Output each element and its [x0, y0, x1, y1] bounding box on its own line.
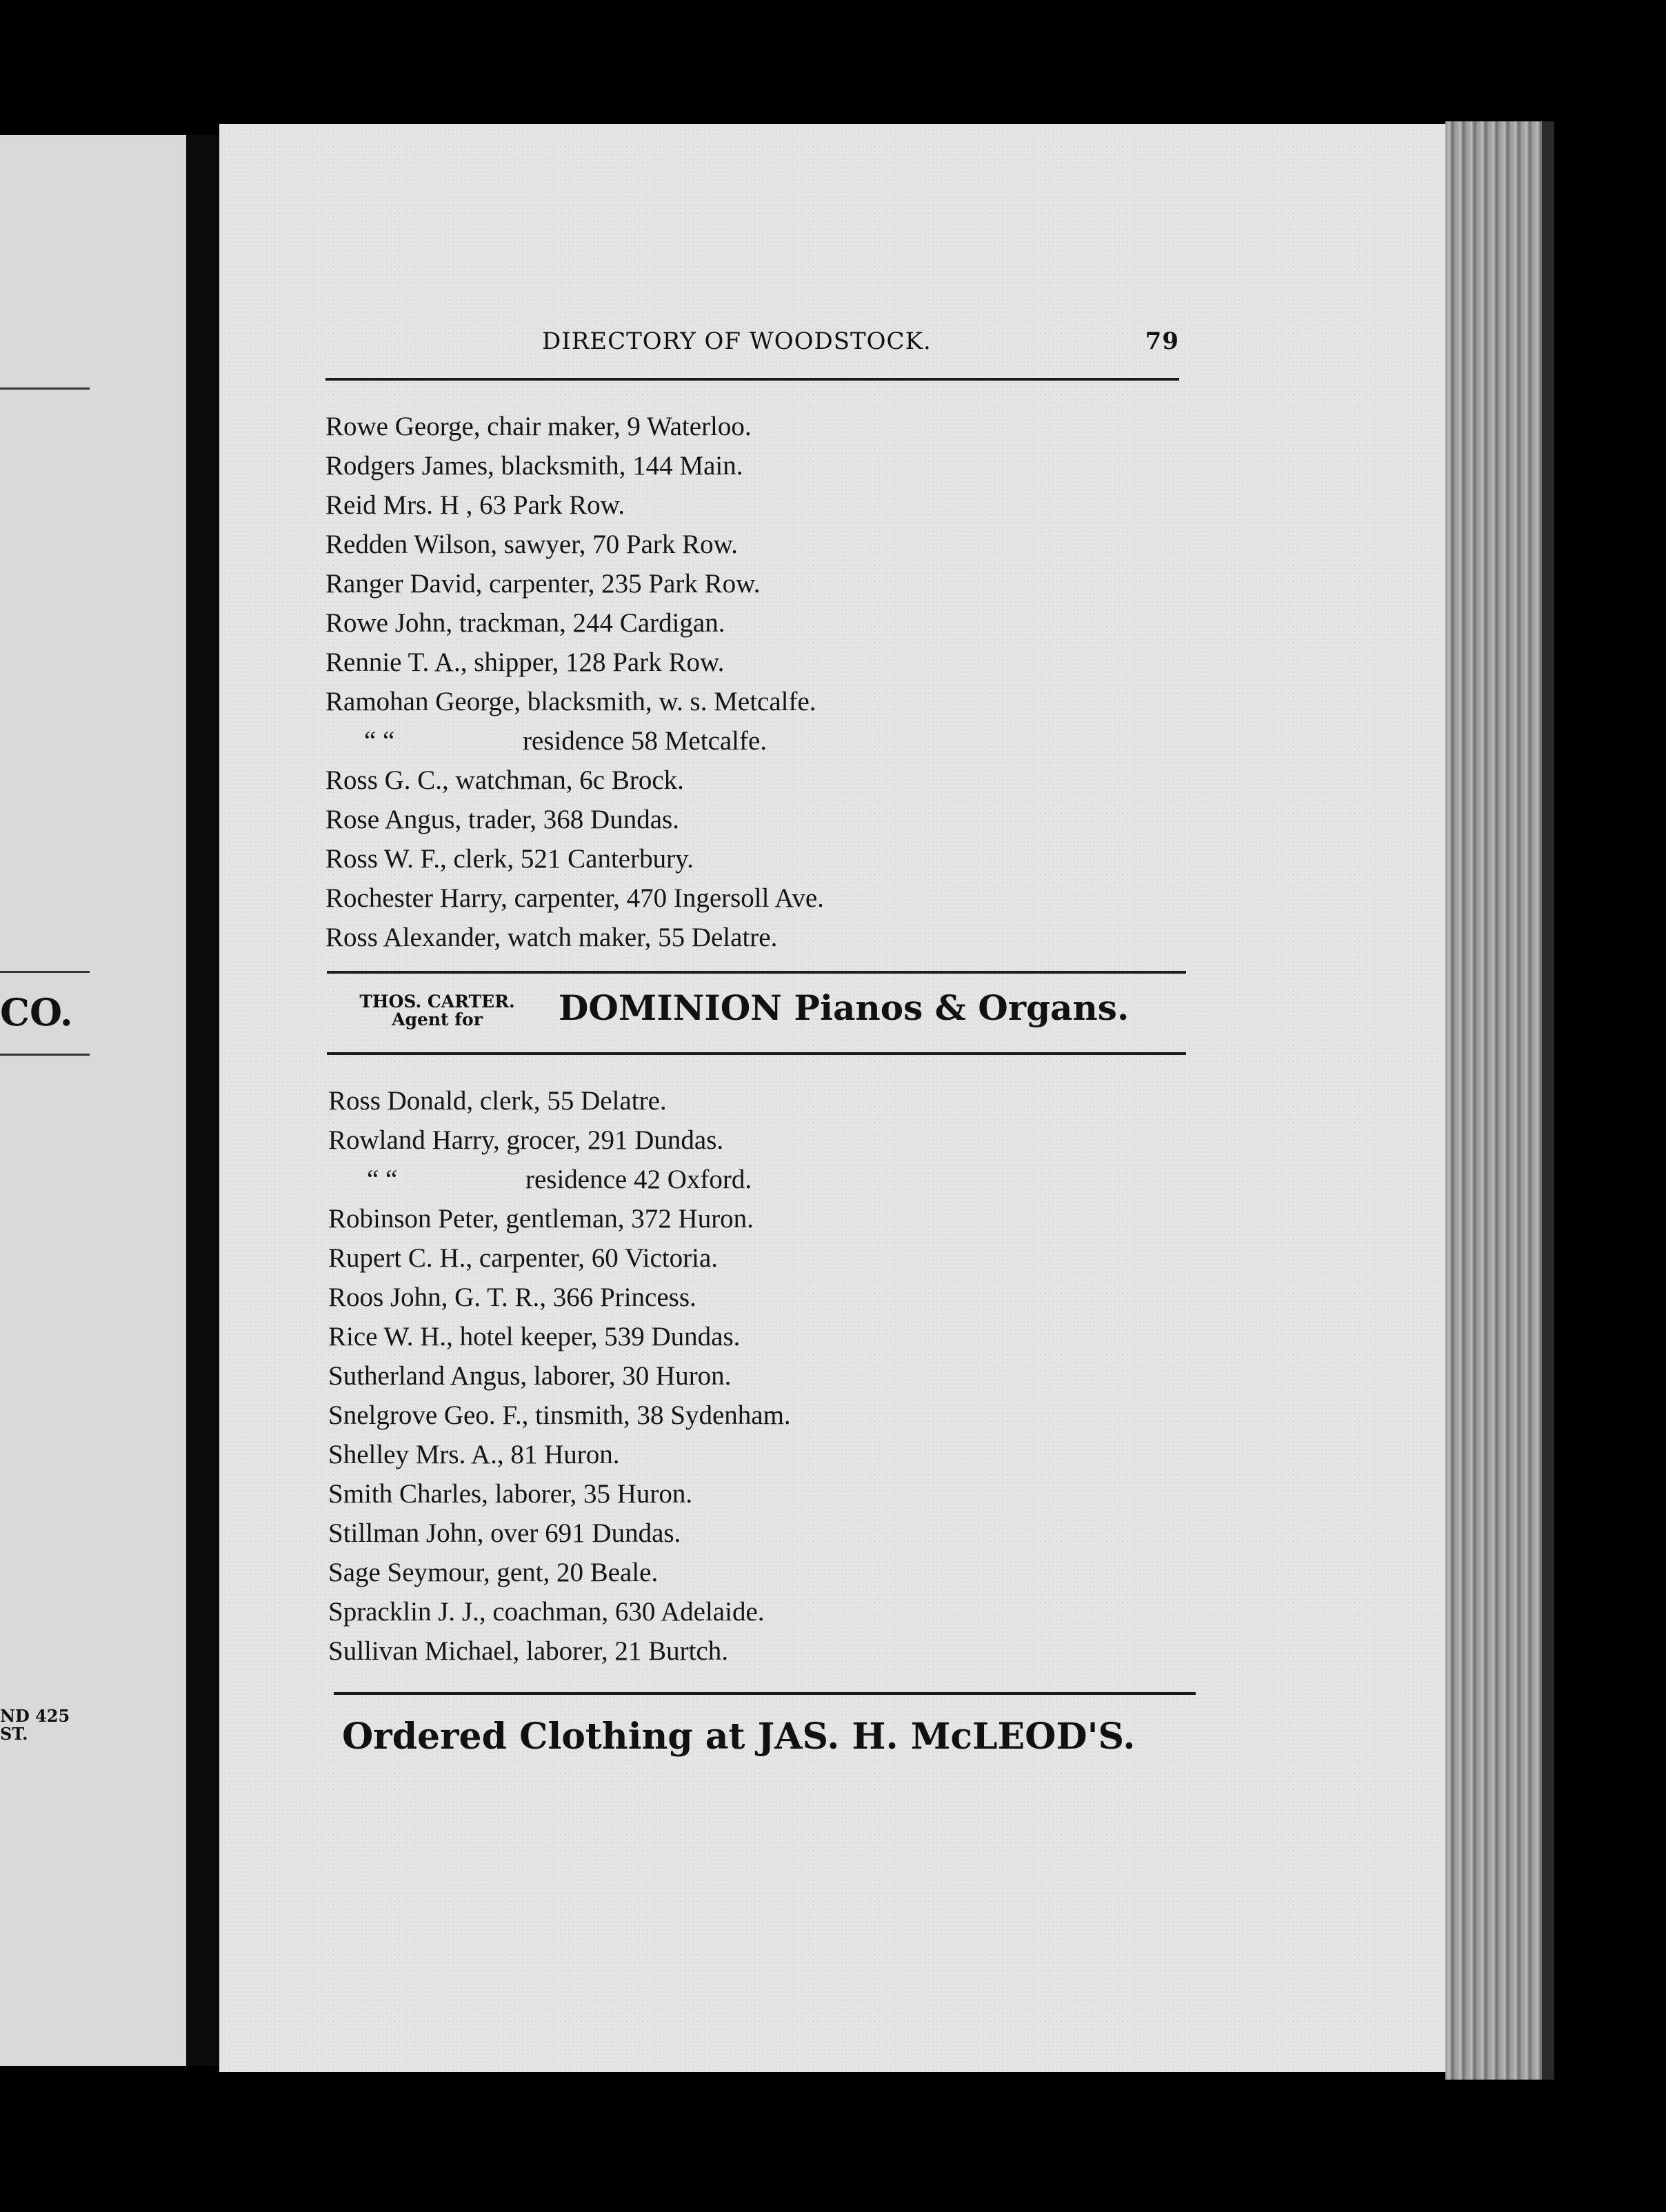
directory-entry: Rennie T. A., shipper, 128 Park Row. [325, 647, 725, 677]
directory-entry: Snelgrove Geo. F., tinsmith, 38 Sydenham. [328, 1400, 791, 1430]
left-fragment-line: ST. [0, 1724, 28, 1744]
directory-entry: Rowe George, chair maker, 9 Waterloo. [325, 412, 752, 441]
directory-entry: Rice W. H., hotel keeper, 539 Dundas. [328, 1322, 741, 1351]
book-gutter [186, 135, 219, 2066]
directory-entry: Robinson Peter, gentleman, 372 Huron. [328, 1204, 754, 1234]
page-edges [1445, 121, 1554, 2080]
left-page-rule [0, 388, 90, 390]
header-rule [325, 378, 1179, 381]
directory-entries-bottom [328, 1081, 791, 1671]
directory-entries-top [325, 407, 824, 957]
ad-top-rule [327, 971, 1186, 974]
directory-entry: Spracklin J. J., coachman, 630 Adelaide. [328, 1597, 765, 1627]
dominion-advertisement [327, 982, 1186, 1045]
directory-entry: Ross G. C., watchman, 6c Brock. [325, 765, 684, 795]
directory-entry: Reid Mrs. H , 63 Park Row. [325, 490, 625, 520]
directory-entry: Ross W. F., clerk, 521 Canterbury. [325, 844, 694, 874]
directory-entry: Rowland Harry, grocer, 291 Dundas. [328, 1125, 724, 1155]
directory-entry: Rochester Harry, carpenter, 470 Ingersoll Ave. [325, 883, 824, 913]
left-fragment-line: ND 425 [0, 1706, 70, 1726]
directory-entry: Rose Angus, trader, 368 Dundas. [325, 805, 679, 834]
footer-rule [334, 1692, 1196, 1695]
ad-bottom-rule [327, 1052, 1186, 1055]
ad-agent-name: THOS. CARTER. [359, 992, 515, 1012]
left-page-rule [0, 1054, 90, 1056]
directory-entry-ditto [328, 1160, 791, 1199]
directory-entry: Stillman John, over 691 Dundas. [328, 1518, 681, 1548]
directory-entry: Redden Wilson, sawyer, 70 Park Row. [325, 530, 739, 559]
left-page-rule [0, 971, 90, 973]
ad-agent-role: Agent for [392, 1009, 483, 1029]
ad-brand: DOMINION Pianos & Organs. [559, 987, 1130, 1028]
directory-entry: Rupert C. H., carpenter, 60 Victoria. [328, 1243, 719, 1273]
directory-entry: Ranger David, carpenter, 235 Park Row. [325, 569, 761, 599]
ditto-marks: “ “ [367, 1165, 398, 1194]
directory-entry-ditto [325, 721, 824, 761]
directory-entry: Roos John, G. T. R., 366 Princess. [328, 1283, 696, 1312]
ditto-entry-text: residence 42 Oxford. [525, 1165, 752, 1194]
page-title: DIRECTORY OF WOODSTOCK. [542, 328, 932, 355]
directory-entry: Ramohan George, blacksmith, w. s. Metcalfe. [325, 687, 816, 716]
ditto-entry-text: residence 58 Metcalfe. [523, 726, 767, 756]
directory-entry: Ross Alexander, watch maker, 55 Delatre. [325, 923, 778, 952]
directory-entry: Sullivan Michael, laborer, 21 Burtch. [328, 1636, 729, 1666]
left-page-fragment [0, 1707, 70, 1743]
page-number: 79 [1145, 328, 1179, 355]
directory-entry: Rowe John, trackman, 244 Cardigan. [325, 608, 725, 638]
ad-agent [327, 993, 548, 1029]
directory-entry: Rodgers James, blacksmith, 144 Main. [325, 451, 743, 481]
left-facing-page [0, 135, 207, 2066]
directory-entry: Ross Donald, clerk, 55 Delatre. [328, 1086, 667, 1116]
footer-advertisement: Ordered Clothing at JAS. H. McLEOD'S. [342, 1716, 1136, 1758]
directory-entry: Shelley Mrs. A., 81 Huron. [328, 1440, 620, 1469]
directory-entry: Smith Charles, laborer, 35 Huron. [328, 1479, 693, 1509]
directory-entry: Sutherland Angus, laborer, 30 Huron. [328, 1361, 732, 1391]
ditto-marks: “ “ [364, 726, 395, 756]
left-page-fragment: CO. [0, 990, 73, 1034]
directory-entry: Sage Seymour, gent, 20 Beale. [328, 1558, 659, 1587]
